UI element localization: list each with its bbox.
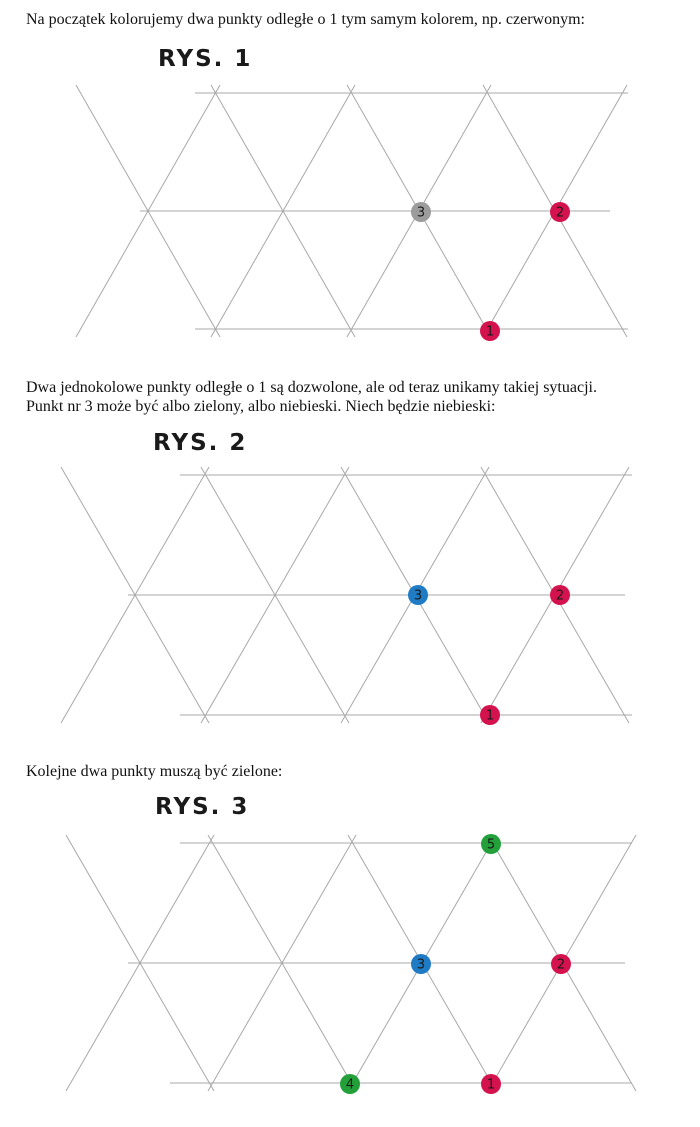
point-3-label: 3 [413, 588, 423, 604]
point-1 [480, 321, 500, 341]
point-1-label: 1 [485, 708, 495, 724]
point-5 [481, 834, 501, 854]
point-1-label: 1 [486, 1077, 496, 1093]
figure-3-diagram [0, 825, 700, 1100]
point-1 [480, 705, 500, 725]
second-paragraph-line-1: Dwa jednokolowe punkty odległe o 1 są dozwolone, ale od teraz unikamy takiej sytuacji. [26, 379, 597, 396]
point-2-label: 2 [555, 588, 565, 604]
point-2 [550, 585, 570, 605]
point-3-label: 3 [416, 205, 426, 221]
point-2 [550, 202, 570, 222]
intro-paragraph: Na początek kolorujemy dwa punkty odległe o 1 tym samym kolorem, np. czerwonym: [26, 11, 585, 28]
figure-1-title: RYS. 1 [158, 46, 253, 72]
figure-3-title: RYS. 3 [155, 794, 250, 820]
point-1 [481, 1074, 501, 1094]
point-1-label: 1 [485, 324, 495, 340]
point-5-label: 5 [486, 837, 496, 853]
point-3 [408, 585, 428, 605]
point-4-label: 4 [345, 1077, 355, 1093]
figure-2-diagram [0, 460, 700, 735]
point-3 [411, 202, 431, 222]
point-2-label: 2 [556, 957, 566, 973]
point-4 [340, 1074, 360, 1094]
second-paragraph-line-2: Punkt nr 3 może być albo zielony, albo niebieski. Niech będzie niebieski: [26, 398, 496, 415]
point-3 [411, 954, 431, 974]
figure-1-diagram [0, 80, 700, 355]
point-2 [551, 954, 571, 974]
point-2-label: 2 [555, 205, 565, 221]
point-3-label: 3 [416, 957, 426, 973]
figure-2-title: RYS. 2 [153, 430, 248, 456]
third-paragraph: Kolejne dwa punkty muszą być zielone: [26, 763, 283, 780]
